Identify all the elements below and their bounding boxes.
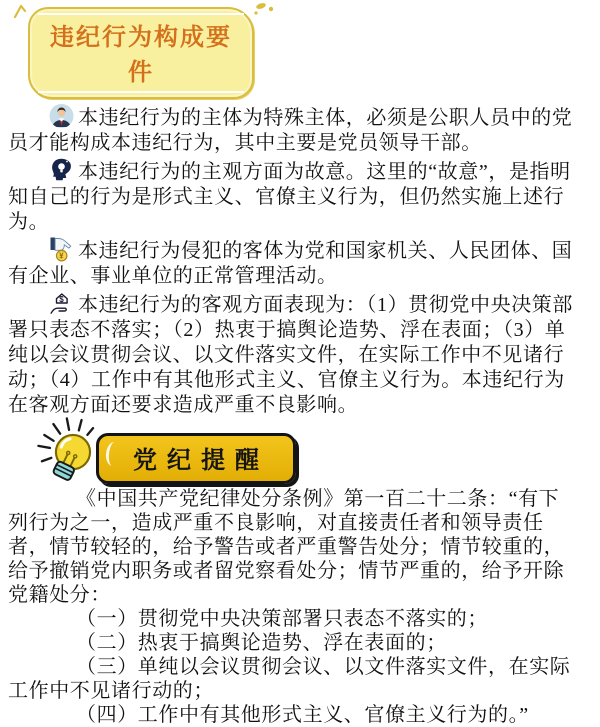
regulation-item: （三）单纯以会议贯彻会议、以文件落实文件，在实际工作中不见诸行动的； xyxy=(8,656,571,702)
svg-text:$: $ xyxy=(59,294,65,304)
lightbulb-icon xyxy=(34,415,110,491)
paragraph-object xyxy=(8,236,578,289)
mind-bulb-icon xyxy=(48,157,75,183)
reminder-section xyxy=(0,483,600,727)
paragraph-objective xyxy=(8,290,578,418)
section-title: 违纪行为构成要件 xyxy=(38,13,244,93)
paragraph-subjective xyxy=(8,157,578,235)
section-title-badge xyxy=(28,7,254,99)
regulation-intro: 《中国共产党纪律处分条例》第一百二十二条：“有下列行为之一，造成严重不良影响，对直接责任者和领导责任者，情节较轻的，给予警告或者严重警告处分；情节较重的，给予撤销党内职务或者留党察看处分；情节严重的，给予开除党籍处分： xyxy=(8,488,565,606)
paragraph-subject xyxy=(8,103,578,156)
regulation-item: （一）贯彻党中央决策部署只表态不落实的； xyxy=(76,608,488,630)
elements-section xyxy=(0,99,600,418)
hand-coin-icon xyxy=(48,236,75,262)
paragraph-text: 本违纪行为的主观方面为故意。这里的“故意”，是指明知自己的行为是形式主义、官僚主义行为，但仍然实施上述行为。 xyxy=(8,161,571,233)
title-badge-wrap xyxy=(28,7,254,99)
hand-house-dollar-icon xyxy=(48,290,75,316)
reminder-badge xyxy=(96,433,296,484)
paragraph-text: 本违纪行为侵犯的客体为党和国家机关、人民团体、国有企业、事业单位的正常管理活动。 xyxy=(8,240,573,287)
sparkle-dots-icon xyxy=(252,0,278,23)
document-page xyxy=(0,7,600,726)
person-avatar-icon xyxy=(48,103,75,129)
reminder-header xyxy=(34,419,600,483)
paragraph-text: 本违纪行为的主体为特殊主体，必须是公职人员中的党员才能构成本违纪行为，其中主要是党员领导干部。 xyxy=(8,107,573,154)
sparkle-tick-icon xyxy=(12,2,30,25)
reminder-badge-label: 党纪提醒 xyxy=(133,447,269,474)
paragraph-text: 本违纪行为的客观方面表现为：（1）贯彻党中央决策部署只表态不落实；（2）热衷于搞舆论造势、浮在表面；（3）单纯以会议贯彻会议、以文件落实文件，在实际工作中不见诸行动；（4）工作中有其他形式主义、官僚主义行为。本违纪行为在客观方面还要求造成严重不良影响。 xyxy=(8,294,573,416)
regulation-item: （二）热衷于搞舆论造势、浮在表面的； xyxy=(76,632,447,654)
svg-text:¥: ¥ xyxy=(59,251,65,261)
regulation-item: （四）工作中有其他形式主义、官僚主义行为的。” xyxy=(76,704,529,726)
